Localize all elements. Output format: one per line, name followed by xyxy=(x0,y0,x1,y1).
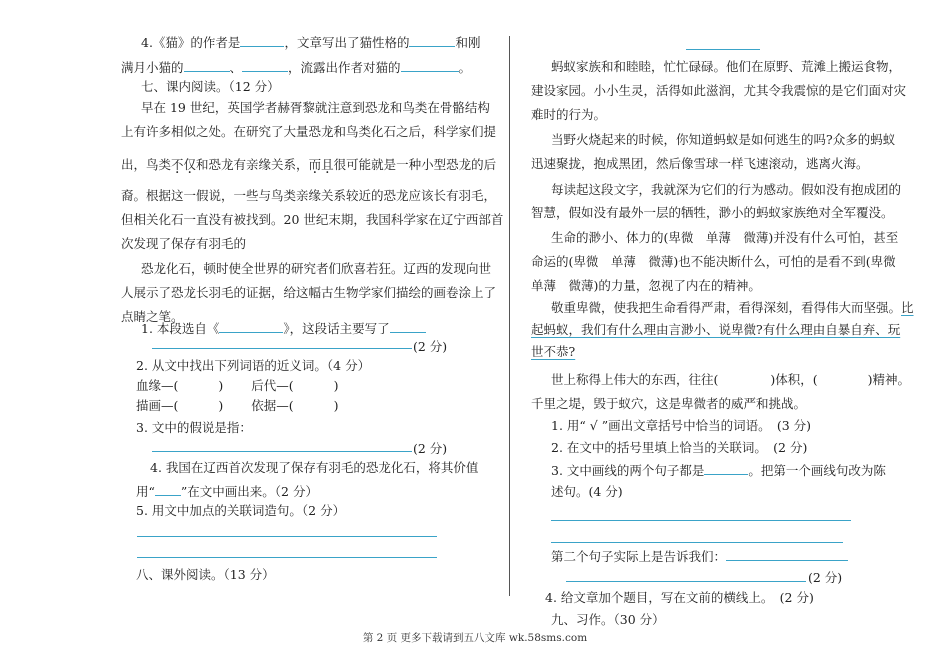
question-2: 2. 从文中找出下列词语的近义词。（4 分） xyxy=(136,358,371,373)
blank-sentence-type[interactable] xyxy=(704,462,748,475)
underlined-sentence-start: 比 xyxy=(901,300,914,315)
blank-main-idea[interactable] xyxy=(390,320,426,333)
blank-cat-character[interactable] xyxy=(409,34,455,47)
passage-line-underlined xyxy=(531,344,575,360)
passage-line: 但相关化石一直没有被找到。20 世纪末期，我国科学家在辽宁西部首 xyxy=(121,212,504,227)
passage-line: 每读起这段文字，我就深为它们的行为感动。假如没有抱成团的 xyxy=(551,182,902,197)
passage-line: 迅速聚拢，抱成黑团，然后像雪球一样飞速滚动，逃离火海。 xyxy=(531,156,869,171)
answer-line[interactable] xyxy=(137,557,437,558)
question-4: 4. 给文章加个题目，写在文前的横线上。 (2 分) xyxy=(545,590,814,605)
passage-line: 难时的行为。 xyxy=(531,107,607,122)
answer-line[interactable] xyxy=(137,536,437,537)
title-answer-line[interactable] xyxy=(686,49,760,50)
question-1: 1. 本段选自《 》，这段话主要写了 xyxy=(141,320,426,337)
question-4-cont: 用“ ”在文中画出来。（2 分） xyxy=(136,484,318,499)
synonym-row-2: 描画—( ) 依据—( ) xyxy=(136,398,339,413)
q4-line-1: 4.《猫》的作者是 ，文章写出了猫性格的 和刚 xyxy=(141,35,481,50)
passage-line: 生命的渺小、体力的(卑微 单薄 微薄)并没有什么可怕，甚至 xyxy=(551,230,899,245)
section-7-heading: 七、课内阅读。（12 分） xyxy=(141,79,280,94)
answer-line[interactable] xyxy=(551,542,843,543)
question-3-cont: 述句。(4 分) xyxy=(551,484,623,499)
answer-line[interactable] xyxy=(152,348,412,349)
passage-line: 建设家园。小小生灵，活得如此滋润，尤其令我震惊的是它们面对灾 xyxy=(531,83,907,98)
passage-line-underlined xyxy=(531,322,900,338)
passage-line: 裔。根据这一假说，一些与鸟类亲缘关系较近的恐龙应该长有羽毛， xyxy=(121,188,497,203)
blank-source[interactable] xyxy=(219,320,283,333)
dotted-char: 而 xyxy=(308,157,322,172)
question-3: 3. 文中画线的两个句子都是 。把第一个画线句改为陈 xyxy=(551,463,886,478)
score-label: (2 分) xyxy=(413,339,448,354)
passage-line-underlined: 敬重卑微，使我把生命看得严肃，看得深刻，看得伟大而坚强。比 xyxy=(551,300,914,315)
blank-author-feeling[interactable] xyxy=(401,59,459,72)
passage-line: 千里之堤，毁于蚁穴，这是卑微者的威严和挑战。 xyxy=(531,396,807,411)
passage-line: 命运的(卑微 单薄 微薄)也不能决断什么，可怕的是看不到(卑微 xyxy=(531,254,896,269)
passage-line: 单薄 微薄)的力量，忽视了内在的精神。 xyxy=(531,278,761,293)
section-9-heading: 九、习作。（30 分） xyxy=(551,612,665,627)
section-8-heading: 八、课外阅读。（13 分） xyxy=(136,567,275,582)
passage-line: 人展示了恐龙长羽毛的证据，给这幅古生物学家们描绘的画卷涂上了 xyxy=(121,285,497,300)
dotted-char: 仅 xyxy=(183,157,197,172)
passage-line: 点睛之笔。 xyxy=(121,309,184,324)
question-1: 1. 用“ √ ”画出文章括号中恰当的词语。 (3 分) xyxy=(551,418,812,433)
question-2: 2. 在文中的括号里填上恰当的关联词。 (2 分) xyxy=(551,440,808,455)
blank-kitten-1[interactable] xyxy=(184,59,230,72)
passage-line: 早在 19 世纪，英国学者赫胥黎就注意到恐龙和鸟类在骨骼结构 xyxy=(141,100,490,115)
score-label: (2 分) xyxy=(413,441,448,456)
passage-line: 次发现了保存有羽毛的 xyxy=(121,236,247,251)
underlined-sentence: 起蚂蚁，我们有什么理由言渺小、说卑微?有什么理由自暴自弃、玩 xyxy=(531,322,901,337)
score-label: (2 分) xyxy=(808,570,843,585)
synonym-row-1: 血缘—( ) 后代—( ) xyxy=(136,378,339,393)
answer-line[interactable] xyxy=(152,451,412,452)
underlined-sentence: 世不恭? xyxy=(531,344,576,359)
dotted-char: 不 xyxy=(171,157,184,172)
passage-line: 当野火烧起来的时候，你知道蚂蚁是如何逃生的吗?众多的蚂蚁 xyxy=(551,132,896,147)
question-3-part2: 第二个句子实际上是告诉我们： xyxy=(551,548,848,565)
page-footer: 第 2 页 更多下载请到五八文库 wk.58sms.com xyxy=(362,632,588,644)
column-divider xyxy=(509,36,510,596)
question-5: 5. 用文中加点的关联词造句。（2 分） xyxy=(136,503,346,518)
question-4: 4. 我国在辽西首次发现了保存有羽毛的恐龙化石，将其价值 xyxy=(150,460,479,475)
passage-line: 智慧，假如没有最外一层的牺牲，渺小的蚂蚁家族绝对全军覆没。 xyxy=(531,205,894,220)
passage-line: 上有许多相似之处。在研究了大量恐龙和鸟类化石之后，科学家们提 xyxy=(121,124,497,139)
blank-meaning[interactable] xyxy=(726,548,848,561)
dotted-char: 且 xyxy=(321,157,334,172)
blank-author[interactable] xyxy=(240,34,284,47)
answer-line[interactable] xyxy=(551,520,851,521)
blank-mark-symbol[interactable] xyxy=(155,483,181,496)
answer-line[interactable] xyxy=(566,581,806,582)
passage-line: 恐龙化石，顿时使全世界的研究者们欣喜若狂。辽西的发现向世 xyxy=(141,261,492,276)
passage-line-blanks: 世上称得上伟大的东西，往往( )体积，( )精神。 xyxy=(551,372,911,387)
blank-kitten-2[interactable] xyxy=(242,59,288,72)
passage-line-dotted: 出，鸟类不仅和恐龙有亲缘关系，而且很可能就是一种小型恐龙的后 xyxy=(121,157,497,172)
q4-line-2: 满月小猫的 、 ，流露出作者对猫的 。 xyxy=(121,60,472,75)
question-3: 3. 文中的假说是指： xyxy=(136,420,252,435)
passage-line: 蚂蚁家族和和睦睦，忙忙碌碌。他们在原野、荒滩上搬运食物， xyxy=(551,59,902,74)
